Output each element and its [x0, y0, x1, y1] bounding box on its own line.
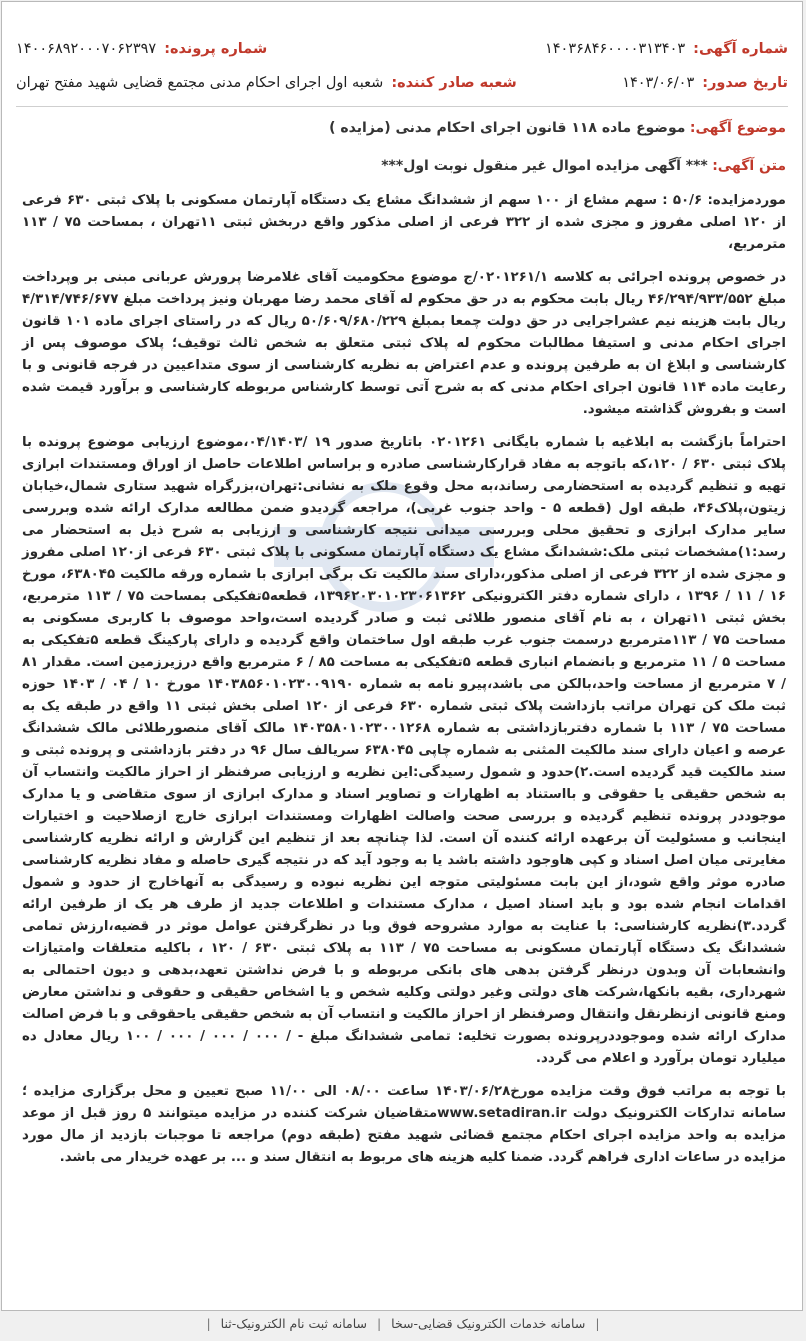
- notice-number-label: شماره آگهی:: [693, 41, 788, 57]
- case-number: ۱۴۰۰۶۸۹۲۰۰۰۷۰۶۲۳۹۷: [16, 41, 157, 57]
- notice-body: [22, 190, 786, 1180]
- notice-subject: [18, 120, 786, 146]
- header-divider: [16, 106, 788, 107]
- footer-divider-left: |: [595, 1316, 600, 1331]
- issuing-branch-field: [16, 75, 517, 91]
- notice-text-label: متن آگهی:: [712, 158, 786, 174]
- header-row-1: [16, 34, 788, 64]
- case-number-label: شماره پرونده:: [164, 41, 268, 57]
- sakha-link[interactable]: سامانه خدمات الکترونیک قضایی-سخا: [391, 1316, 586, 1331]
- body-paragraph-item: موردمزایده: ۵۰/۶ : سهم مشاع از ۱۰۰ سهم از ششدانگ مشاع یک دستگاه آپارتمان مسکونی با پلاک ثبتی ۶۳۰ فرعی از ۱۲۰ اصلی مفروز و مجزی شده از ۳۲۲ فرعی از اصلی مذکور واقع دربخش ثبتی ۱۱تهران ، بمساحت ۷۵ / ۱۱۳ مترمربع،: [22, 193, 786, 252]
- notice-text-title: *** آگهی مزایده اموال غیر منقول نوبت اول***: [381, 158, 708, 174]
- header-row-2: [16, 68, 788, 98]
- footer-links: [0, 1316, 806, 1338]
- sana-link[interactable]: سامانه ثبت نام الکترونیک-ثنا: [220, 1316, 367, 1331]
- issuing-branch-label: شعبه صادر کننده:: [391, 75, 517, 91]
- case-number-field: [16, 41, 267, 57]
- issue-date: ۱۴۰۳/۰۶/۰۳: [622, 75, 695, 91]
- notice-number: ۱۴۰۳۶۸۴۶۰۰۰۰۳۱۳۴۰۳: [544, 41, 686, 57]
- notice-card: [1, 1, 803, 1311]
- body-paragraph-auction: با توجه به مراتب فوق وقت مزایده مورخ۱۴۰۳/۰۶/۲۸ ساعت ۰۸/۰۰ الی ۱۱/۰۰ صبح تعیین و محل برگزاری مزایده ؛سامانه تدارکات الکترونیک دولت www.setadiran.irمتقاضیان شرکت کننده در مزایده میتوانند ۵ روز قبل از موعد مزایده به واحد مزایده اجرای احکام مجتمع قضائی شهید مفتح (طبقه دوم) مراجعه تا موجبات بازدید از مال مورد مزایده در ساعات اداری فراهم گردد. ضمنا کلیه هزینه های مربوط به انتقال سند و ... بر عهده خریدار می باشد.: [22, 1084, 786, 1165]
- body-paragraph-case: در خصوص پرونده اجرائی به کلاسه ۰۲۰۱۲۶۱/۱/ج موضوع محکومیت آقای غلامرضا پرورش عربانی مبنی بر وپرداخت مبلغ ۴۶/۲۹۴/۹۳۳/۵۵۲ ریال بابت محکوم به در حق محکوم له آقای محمد رضا مهربان ونیز پرداخت مبلغ ۴/۳۱۴/۷۴۶/۶۷۷ ریال بابت هزینه نیم عشراجرایی در حق دولت چمعا بمبلغ ۵۰/۶۰۹/۶۸۰/۲۲۹ ریال که در راستای اجرای ماده ۱۰۱ قانون اجرای احکام مدنی و استیفا مطالبات محکوم له پلاک ثبتی متعلق به شخص ثالث توقیف؛ پلاک موصوف پس از کارشناسی و ابلاغ ان به طرفین پرونده و عدم اعتراض به نظریه کارشناسی از سوی متداعیین در فرجه قانونی و با رعایت ماده ۱۱۴ قانون اجرای احکام مدنی که به شرح آتی توسط کارشناس مربوطه کارشناسی و برآورد قیمت شده است و بفروش گذاشته میشود.: [22, 270, 787, 417]
- notice-subject-label: موضوع آگهی:: [689, 120, 786, 136]
- issue-date-label: تاریخ صدور:: [702, 75, 788, 91]
- notice-subject-value: موضوع ماده ۱۱۸ قانون اجرای احکام مدنی (مزایده ): [329, 120, 686, 136]
- body-paragraph-appraisal: احتراماً بازگشت به ابلاغیه با شماره بایگانی ۰۲۰۱۲۶۱ باتاریخ صدور ۱۹ /۰۴/۱۴۰۳،موضوع ارزیابی موضوع پرونده با پلاک ثبتی ۶۳۰ / ۱۲۰،که باتوجه به مفاد قرارکارشناسی صادره و براساس اطلاعات حاصل از اوراق ومستندات ابرازی تهیه و تنظیم گردیده به استحضارمی رساند،به محل وقوع ملک به نشانی:تهران،بزرگراه شهید ستاری شمال،خیابان زیتون،پلاک۴۶، طبقه اول (قطعه ۵ - واحد جنوب غربی)، مراجعه گردیدو ضمن مطالعه مدارک ارائه شده وبررسی سایر مدارک ابرازی و تحقیق محلی وبررسی میدانی نتیجه کارشناسی و ارزیابی به شرح ذیل به استحضار می رسد:۱)مشخصات ثبتی ملک:ششدانگ مشاع یک دستگاه آپارتمان مسکونی با پلاک ثبتی ۶۳۰ فرعی از۱۲۰ اصلی مفروز و مجزی شده از ۳۲۲ فرعی از اصلی مذکور،دارای سند مالکیت تک برگی ابرازی با شماره ورقه مالکیت ۶۳۸۰۴۵، مورخ ۱۶ / ۱۱ / ۱۳۹۶ ، دارای شماره دفتر الکترونیکی ۱۳۹۶۲۰۳۰۱۰۲۳۰۶۱۳۶۲، قطعه۵تفکیکی بمساحت ۷۵ / ۱۱۳ مترمربع، بخش ثبتی ۱۱تهران ، به نام آقای منصور طلائی ثبت و صادر گردیده است،واحد موصوف با کاربری مسکونی به مساحت ۷۵ / ۱۱۳مترمربع درسمت جنوب غرب طبقه اول ساختمان واقع گردیده و دارای پارکینگ قطعه ۵تفکیکی به مساحت ۵ / ۱۱ مترمربع و بانضمام انباری قطعه ۵تفکیکی به مساحت ۸۵ / ۶ مترمربع واقع درزیرزمین است. مقدار ۸۱ / ۷ مترمربع از مساحت واحد،بالکن می باشد،پیرو نامه به شماره ۱۴۰۳۸۵۶۰۱۰۲۳۰۰۹۱۹۰ مورخ ۱۰ / ۰۴ / ۱۴۰۳ حوزه ثبت ملک کن تهران مراتب بازداشت پلاک ثبتی شماره ۶۳۰ فرعی از ۱۲۰ اصلی بخش ثبتی ۱۱ واقع در طبقه یک به مساحت ۷۵ / ۱۱۳ با شماره دفتربازداشتی به شماره ۱۴۰۳۵۸۰۱۰۲۳۰۰۱۲۶۸ مالک آقای منصورطلائی مالک ششدانگ عرصه و اعیان دارای سند مالکیت المثنی به شماره چاپی ۶۳۸۰۴۵ سریالف سال ۹۶ در دفتر بازداشتی و پرونده ثبتی و سند مالکیت قید گردیده است.۲)حدود و شمول رسیدگی:این نظریه و ارزیابی صرفنظر از احراز مالکیت وانتساب آن به شخص حقیقی یا حقوقی و بااستناد به اظهارات و تصاویر اسناد و مدارک ابرازی از سوی متقاضی و یا مدارک موجوددر پرونده تنظیم گردیده و بررسی صحت واصالت اظهارات ومستندات ابرازی خارج ازصلاحیت و اختیارات اینجانب و مسئولیت آن برعهده ارائه کننده آن است. لذا چنانچه بعد از تنظیم این گزارش و ارائه نظریه کارشناسی مغایرتی میان اصل اسناد و کپی هاوجود داشته باشد یا به وجود آید که در نتیجه گیری حاصله و مفاد نظریه کارشناسی صادره موثر واقع شود،از این بابت مسئولیتی متوجه این نظریه نبوده و رسیدگی به آنهاخارج از حدود و شمول اقدامات انجام شده بود و باید اسناد اصیل ، مدارک مستندات و اطلاعات جدید از طرف هر یک از طرفین ارائه گردد.۳)نظریه کارشناسی: با عنایت به موارد مشروحه فوق وبا در نظرگرفتن عوامل موثر در قضیه،ارزش تمامی ششدانگ یک دستگاه آپارتمان مسکونی به مساحت ۷۵ / ۱۱۳ به پلاک ثبتی ۶۳۰ / ۱۲۰ ، باکلیه متعلقات وامتیازات وانشعابات آن وبدون درنظر گرفتن بدهی های بانکی مربوطه و با فرض نداشتن تعهد،بدهی و دیون احتمالی به شهرداری، بقیه بانکها،شرکت های دولتی وغیر دولتی وکلیه شخص و یا اشخاص حقیقی و حقوقی و نداشتن معارض ومنع قانونی ازنظرنقل وانتقال وصرفنظر از احراز مالکیت و انتساب آن به شخص حقیقی یاحقوقی و با فرض اصالت مدارک ارائه شده وموجوددرپرونده بصورت تخلیه: تمامی ششدانگ مبلغ - / ۰۰۰ / ۰۰۰ / ۰۰۰ / ۱۰۰ ریال معادل ده میلیارد تومان برآورد و اعلام می گردد.: [22, 435, 787, 1066]
- footer-divider-right: |: [206, 1316, 211, 1331]
- footer-divider-mid: |: [376, 1316, 382, 1331]
- issue-date-field: [622, 75, 788, 91]
- issuing-branch: شعبه اول اجرای احکام مدنی مجتمع قضایی شهید مفتح تهران: [16, 75, 384, 91]
- notice-text-heading: [18, 158, 786, 184]
- notice-number-field: [545, 41, 788, 57]
